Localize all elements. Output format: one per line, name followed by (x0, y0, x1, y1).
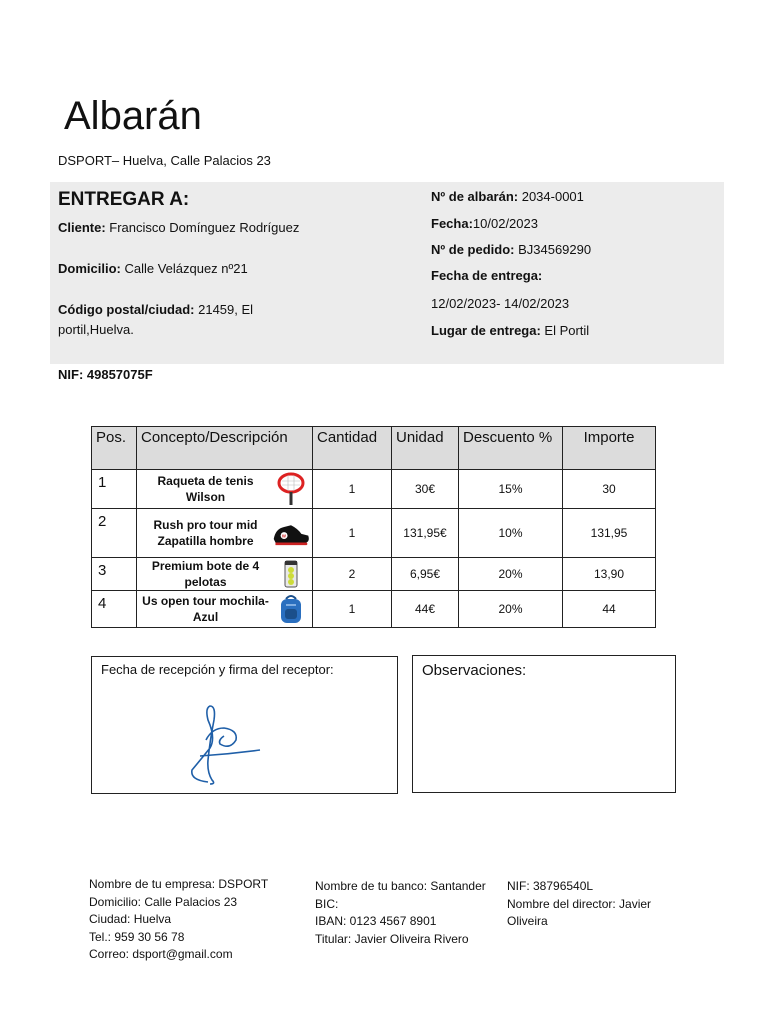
delivery-place-field (431, 321, 589, 341)
row-discount: 10% (459, 509, 563, 558)
date-value: 10/02/2023 (472, 216, 538, 231)
footer-bank-iban: IBAN: 0123 4567 8901 (315, 914, 437, 928)
footer-director-name: Nombre del director: Javier (507, 896, 652, 911)
footer-company-email: Correo: dsport@gmail.com (89, 947, 233, 961)
tennis-racket-icon (272, 472, 310, 506)
row-amount: 131,95 (563, 509, 656, 558)
row-pos: 4 (92, 591, 137, 628)
row-quantity: 1 (313, 509, 392, 558)
table-row (92, 558, 656, 591)
row-concept (137, 509, 313, 558)
svg-text:W: W (281, 533, 286, 539)
footer-director-surname: Oliveira (507, 914, 548, 928)
footer-company-name: Nombre de tu empresa: DSPORT (89, 877, 269, 891)
row-discount: 20% (459, 591, 563, 628)
row-pos: 2 (92, 509, 137, 558)
items-table (91, 426, 656, 628)
company-line: DSPORT– Huelva, Calle Palacios 23 (58, 153, 271, 168)
tennis-shoe-icon (272, 518, 310, 548)
footer-bank-name: Nombre de tu banco: Santander (315, 879, 486, 893)
delivery-date-label: Fecha de entrega: (431, 268, 543, 283)
row-concept-text: Rush pro tour mid Zapatilla hombre (153, 518, 258, 548)
table-row (92, 470, 656, 509)
observations-label: Observaciones: (422, 662, 527, 679)
albaran-number-value: 2034-0001 (518, 189, 584, 204)
row-concept (137, 591, 313, 628)
client-nif: NIF: 49857075F (58, 367, 153, 382)
row-unit-price: 44€ (392, 591, 459, 628)
date-field (431, 214, 538, 234)
footer-director-info (507, 878, 651, 931)
header-concept: Concepto/Descripción (137, 427, 313, 470)
row-concept-text: Raqueta de tenis Wilson (157, 474, 254, 504)
postal-value-city: portil,Huelva. (58, 322, 134, 337)
row-pos: 3 (92, 558, 137, 591)
date-label: Fecha: (431, 216, 473, 231)
row-pos: 1 (92, 470, 137, 509)
row-unit-price: 131,95€ (392, 509, 459, 558)
table-row (92, 509, 656, 558)
signature-image (180, 700, 270, 790)
row-quantity: 2 (313, 558, 392, 591)
row-quantity: 1 (313, 470, 392, 509)
delivery-date-value: 12/02/2023- 14/02/2023 (431, 296, 570, 311)
postal-field (58, 300, 253, 340)
row-discount: 15% (459, 470, 563, 509)
footer-bank-bic: BIC: (315, 896, 339, 911)
footer-bank-holder: Titular: Javier Oliveira Rivero (315, 931, 469, 946)
signature-label: Fecha de recepción y firma del receptor: (101, 662, 334, 677)
row-unit-price: 6,95€ (392, 558, 459, 591)
postal-label: Código postal/ciudad: (58, 302, 195, 317)
row-concept (137, 470, 313, 509)
ball-can-icon (272, 559, 310, 589)
backpack-icon (272, 593, 310, 625)
order-number-field (431, 240, 591, 260)
row-discount: 20% (459, 558, 563, 591)
row-concept-text: Premium bote de 4 pelotas (151, 559, 260, 589)
header-quantity: Cantidad (313, 427, 392, 470)
client-field (58, 218, 299, 238)
header-amount: Importe (563, 427, 656, 470)
client-label: Cliente: (58, 220, 106, 235)
albaran-number-label: Nº de albarán: (431, 189, 519, 204)
address-value: Calle Velázquez nº21 (120, 261, 248, 276)
row-amount: 13,90 (563, 558, 656, 591)
footer-company-info (89, 876, 268, 964)
table-header-row (92, 427, 656, 470)
row-amount: 30 (563, 470, 656, 509)
footer-company-nif: NIF: 38796540L (507, 879, 594, 893)
address-label: Domicilio: (58, 261, 121, 276)
header-unit: Unidad (392, 427, 459, 470)
document-title: Albarán (64, 94, 202, 138)
table-row (92, 591, 656, 628)
address-field (58, 259, 248, 279)
row-concept (137, 558, 313, 591)
client-value: Francisco Domínguez Rodríguez (105, 220, 300, 235)
order-number-label: Nº de pedido: (431, 242, 515, 257)
header-discount: Descuento % (459, 427, 563, 470)
footer-company-city: Ciudad: Huelva (89, 912, 172, 926)
albaran-number-field (431, 187, 584, 207)
footer-company-phone: Tel.: 959 30 56 78 (89, 929, 185, 944)
row-unit-price: 30€ (392, 470, 459, 509)
delivery-heading: ENTREGAR A: (58, 189, 190, 210)
order-number-value: BJ34569290 (514, 242, 592, 257)
footer-company-address: Domicilio: Calle Palacios 23 (89, 894, 238, 909)
row-quantity: 1 (313, 591, 392, 628)
header-pos: Pos. (92, 427, 137, 470)
row-amount: 44 (563, 591, 656, 628)
delivery-place-value: El Portil (540, 323, 590, 338)
delivery-place-label: Lugar de entrega: (431, 323, 541, 338)
footer-bank-info (315, 878, 496, 948)
postal-value: 21459, El (194, 302, 254, 317)
row-concept-text: Us open tour mochila-Azul (142, 594, 269, 624)
